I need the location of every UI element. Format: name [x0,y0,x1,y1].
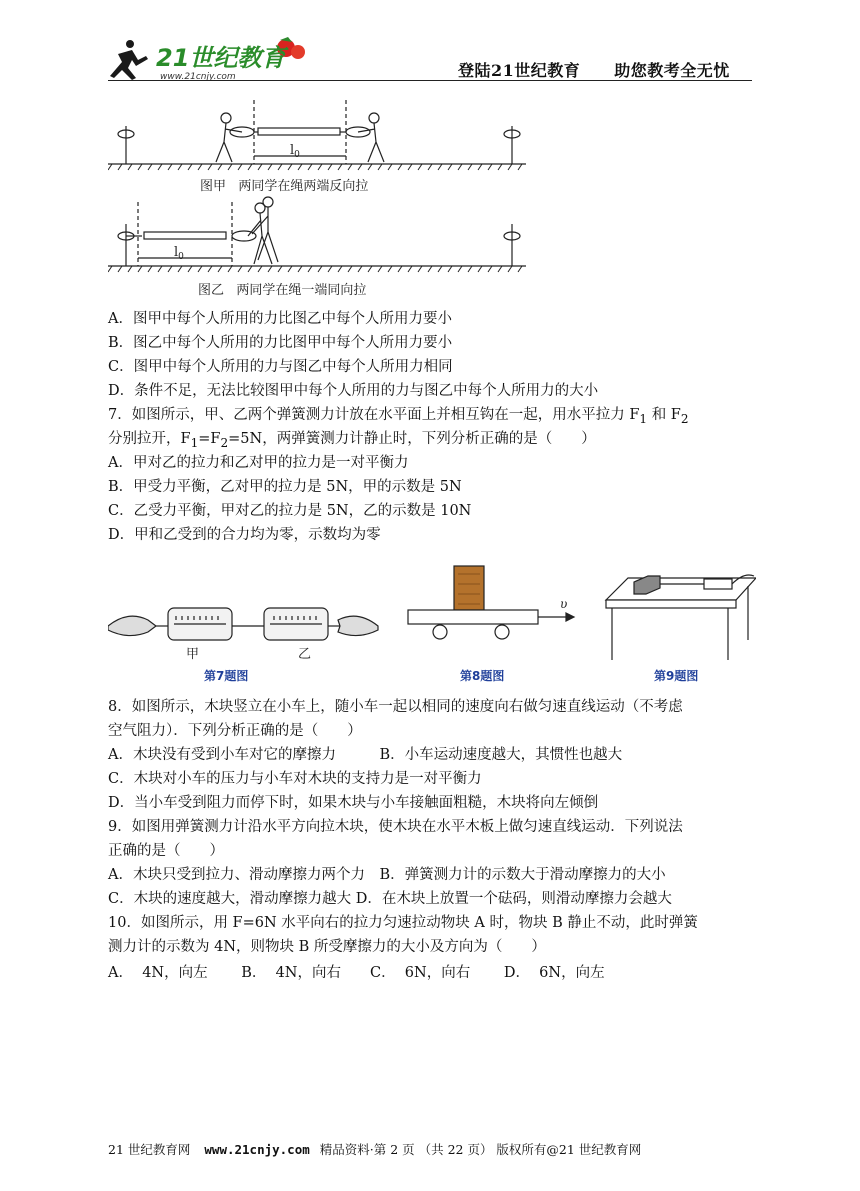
ground-hatch [108,164,522,170]
q9-option-cd: C．木块的速度越大，滑动摩擦力越大 D．在木块上放置一个砝码，则滑动摩擦力会越大 [108,891,672,907]
q8-option-d: D．当小车受到阻力而停下时，如果木块与小车接触面粗糙，木块将向左倾倒 [108,795,599,811]
label-jia: 甲 [186,647,200,662]
caption-figure-a: 图甲 两同学在绳两端反向拉 [200,179,369,194]
footer-right: 精品资料·第 2 页 （共 22 页） 版权所有@21 世纪教育网 [319,1142,642,1157]
q9-stem-line2: 正确的是（ ） [108,843,224,859]
label-l0-b: $l_0$ [174,245,184,262]
q10-options: A． 4N，向左 B． 4N，向右 C． 6N，向右 D． 6N，向左 [108,965,605,981]
q8-stem-line2: 空气阻力）．下列分析正确的是（ ） [108,723,362,739]
footer-site: www.21cnjy.com [204,1142,310,1157]
q7-option-a: A．甲对乙的拉力和乙对甲的拉力是一对平衡力 [108,455,409,471]
caption-fig8: 第8题图 [460,669,505,683]
caption-fig7: 第7题图 [204,669,249,683]
q6-option-b: B．图乙中每个人所用的力比图甲中每个人所用力要小 [108,335,453,351]
header-rule [108,80,752,81]
caption-figure-b: 图乙 两同学在绳一端同向拉 [198,283,367,298]
slogan-right: 助您教考全无忧 [614,61,730,80]
figure-rope [108,96,528,304]
label-l0-a: $l_0$ [290,143,300,160]
figure-table [606,575,756,660]
q6-option-d: D．条件不足，无法比较图甲中每个人所用的力与图乙中每个人所用力的大小 [108,383,599,399]
caption-fig9: 第9题图 [654,669,699,683]
footer [108,1140,752,1158]
figure-rope-a [108,100,526,170]
q7-stem-line1: 7．如图所示，甲、乙两个弹簧测力计放在水平面上并相互钩在一起，用水平拉力 $F_1$ 和 $F_2$ [108,407,689,426]
q7-option-c: C．乙受力平衡，甲对乙的拉力是 5N，乙的示数是 10N [108,503,472,519]
label-yi: 乙 [298,647,312,662]
q7-option-b: B．甲受力平衡，乙对甲的拉力是 5N，甲的示数是 5N [108,479,462,495]
q7-option-d: D．甲和乙受到的合力均为零，示数均为零 [108,527,381,543]
logo [108,34,308,84]
label-velocity: υ [560,597,568,611]
q9-option-ab: A．木块只受到拉力、滑动摩擦力两个力 B．弹簧测力计的示数大于滑动摩擦力的大小 [108,867,666,883]
q10-stem-line2: 测力计的示数为 4N，则物块 B 所受摩擦力的大小及方向为（ ） [108,939,546,955]
q6-option-c: C．图甲中每个人所用的力与图乙中每个人所用力相同 [108,359,453,375]
logo-url: www.21cnjy.com [160,72,236,82]
figure-rope-b [108,197,526,272]
slogan-left: 登陆21世纪教育 [458,61,581,80]
runner-icon [110,40,148,80]
q8-option-c: C．木块对小车的压力与小车对木块的支持力是一对平衡力 [108,771,482,787]
q8-stem-line1: 8．如图所示，木块竖立在小车上，随小车一起以相同的速度向右做匀速直线运动（不考虑 [108,699,683,715]
q9-stem-line1: 9．如图用弹簧测力计沿水平方向拉木块，使木块在水平木板上做匀速直线运动．下列说法 [108,819,683,835]
figure-cart [408,566,574,639]
footer-left: 21 世纪教育网 [108,1142,191,1157]
q7-stem-line2: 分别拉开，$F_1=F_2=5N$，两弹簧测力计静止时，下列分析正确的是（ ） [108,431,596,450]
figure-spring-balances [108,608,378,640]
header-slogan [458,58,730,81]
q8-option-ab: A．木块没有受到小车对它的摩擦力 B．小车运动速度越大，其惯性也越大 [108,747,623,763]
logo-text: 21世纪教育 [156,44,286,72]
q6-option-a: A．图甲中每个人所用的力比图乙中每个人所用力要小 [108,311,452,327]
q10-stem-line1: 10．如图所示，用 F=6N 水平向右的拉力匀速拉动物块 A 时，物块 B 静止不动，此时弹簧 [108,915,698,931]
figures-row [108,560,756,688]
